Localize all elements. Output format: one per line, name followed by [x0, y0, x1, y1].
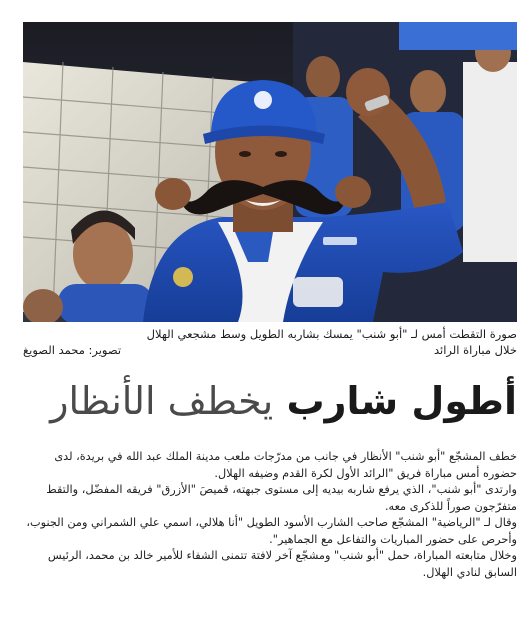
headline-light: يخطف الأنظار	[50, 379, 274, 423]
caption-line-2	[23, 342, 517, 358]
article-paragraph: وخلال متابعته المباراة، حمل "أبو شنب" ومشجّع آخر لافتة تتمنى الشفاء للأمير خالد بن محمد، الرئيس السابق لنادي الهلال.	[47, 549, 517, 579]
article-photo	[23, 22, 517, 322]
caption-photo-credit: تصوير: محمد الصويغ	[23, 343, 122, 357]
article-paragraph: خطف المشجّع "أبو شنب" الأنظار في جانب من مدرّجات ملعب مدينة الملك عبد الله في بريدة، لدى حضوره أمس مباراة فريق "الرائد الأول لكرة القدم وضيفه الهلال.	[54, 450, 517, 480]
article-headline	[23, 370, 517, 432]
headline-bold: أطول شارب	[286, 379, 517, 423]
caption-line-2-text: خلال مباراة الرائد	[433, 343, 517, 357]
photo-illustration	[23, 22, 517, 322]
photo-caption	[23, 326, 517, 358]
article-paragraph: وارتدى "أبو شنب"، الذي يرفع شاربه بيديه إلى مستوى جبهته، قميصَ "الأزرق" فريقه المفضّل، والتقط متفرّجون صوراً للذكرى معه.	[46, 483, 517, 513]
article-body	[23, 449, 517, 581]
article-paragraph: وقال لـ "الرياضية" المشجّع صاحب الشارب الأسود الطويل "أنا هلالي، اسمي علي الشمراني ومن الجنوب، وأحرص على حضور المباريات والتفاعل مع الجماهير".	[26, 516, 517, 546]
caption-line-1: صورة التقطت أمس لـ "أبو شنب" يمسك بشاربه الطويل وسط مشجعي الهلال	[146, 327, 517, 341]
